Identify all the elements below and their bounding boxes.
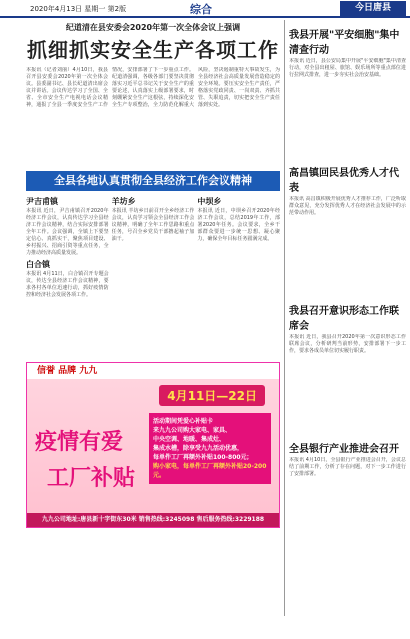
ad-promo-line: 来九九公司购大家电、家具、 [153,427,232,434]
side-article-title: 高昌镇回民县优秀人才代表 [289,168,399,194]
main-column [26,20,280,616]
side-article-body: 本报讯 4月10日，全县银行产业推进会召开，会议总结了前期工作，分析了存在问题，对下一步工作进行了安排部署。 [289,457,406,477]
article-title: 白合镇 [26,260,50,269]
sub-column-mid [112,194,195,358]
lead-kicker: 纪道清在县安委会2020年第一次全体会议上强调 [65,23,241,32]
article-title: 羊坊乡 [111,197,136,206]
article-title: 尹吉甫镇 [26,197,58,206]
ad-promo-line: 活动期间凭爱心补贴卡 [153,418,214,425]
ad-date-range: 4月11日—22日 [159,385,265,406]
ad-promo-highlight: 购小家电，每单件工厂再额外补贴20-200元。 [153,463,267,479]
lead-body: 本报讯（记者刘丽）4月10日，我县召开县安委会2020年第一次全体会议。县委副书记、县长纪道清出席会议并讲话。会议传达学习了全国、全省、全市安全生产电视电话会议精神，通报了全县一季度安全生产工作情况，安排部署了下一步重点工作。纪道清强调，各级各部门要坚决贯彻落实习近平总书记关于安全生产的重要论述，认真落实上级部署要求，时刻绷紧安全生产这根弦，持续深化安全生产专项整治，全力防范化解重大风险，坚决遏制重特大事故发生，为全县经济社会高质量发展营造稳定的安全环境。要压实安全生产责任，严格落实党政同责、一岗双责、齐抓共管、失职追责，切实把安全生产责任落到实处。 [26,67,280,108]
issue-date: 2020年4月13日 星期一 第2版 [30,5,127,13]
article-body: 本报讯 近日，中坝乡召开2020年经济工作会议，总结2019年工作，部署2020年任务。会议要求，全乡干部群众要进一步统一思想、凝心聚力，确保全年目标任务圆满完成。 [197,208,281,242]
side-article-title: 我县开展"平安细胞"集中清查行动 [289,30,400,56]
side-article-body: 本报讯 高昌镇积极开展优秀人才推荐工作，广泛听取群众意见，充分发挥优秀人才在经济社会发展中的示范带动作用。 [289,196,406,216]
sub-articles [26,194,280,358]
ad-brand-bar [27,363,279,379]
article-title: 中坝乡 [197,197,222,206]
ad-promo-line: 每单件工厂再额外补贴100-800元； [153,454,253,461]
newspaper-logo: 今日唐县 [340,1,406,16]
side-article-title: 全县银行产业推进会召开 [289,444,399,455]
advertisement [26,362,280,528]
article-body: 本报讯 近日，尹吉甫镇召开2020年经济工作会议，认真传达学习全县经济工作会议精神，结合实际安排部署全年工作。会议强调，全镇上下要坚定信心、真抓实干，聚焦项目建设、乡村振兴、招商引资等重点任务，全力推动经济高质量发展。 [26,208,109,256]
masthead [0,0,410,18]
section-name: 综合 [190,3,212,16]
article-body: 本报讯 羊坊乡日前召开全乡经济工作会议，认真学习领会全县经济工作会议精神，明确了全年工作思路和重点任务，号召全乡党员干部撸起袖子加油干。 [111,208,195,242]
ad-slogan-2: 工厂补贴 [47,465,136,491]
side-article-title: 我县召开意识形态工作联席会 [289,306,399,332]
sub-column-right [197,194,280,358]
article-body: 本报讯 4月11日，白合镇召开专题会议，传达全县经济工作会议精神，要求各村各单位迅速行动，抓好疫情防控和经济社会发展各项工作。 [26,271,109,298]
sub-column-left [26,194,109,358]
ad-promo-line: 中央空调、地暖、集成灶、 [153,436,226,443]
ad-slogan-1: 疫情有爱 [35,429,124,455]
ad-promo-box [149,413,271,484]
side-column [284,20,406,616]
ad-brand: 信誉 品牌 九九 [37,366,98,376]
lead-headline: 抓细抓实安全生产各项工作 [27,38,279,62]
ad-footer: 九九公司地址:唐县新十字街东30米 销售热线:3245098 售后服务热线:3229188 [27,513,279,527]
side-article-body: 本报讯 近日，县公安局集中开展"平安细胞"集中清查行动，对全县出租屋、旅馆、娱乐场所等重点部位进行拉网式排查，进一步夯实社会治安基础。 [289,58,406,78]
ad-promo-line: 集成水槽，除享受九九活动优惠， [153,445,244,452]
side-article-body: 本报讯 近日，我县召开2020年第一次意识形态工作联席会议，分析研判当前形势，安排部署下一步工作，要求各成员单位切实履行职责。 [289,334,406,354]
section-banner: 全县各地认真贯彻全县经济工作会议精神 [26,171,280,191]
